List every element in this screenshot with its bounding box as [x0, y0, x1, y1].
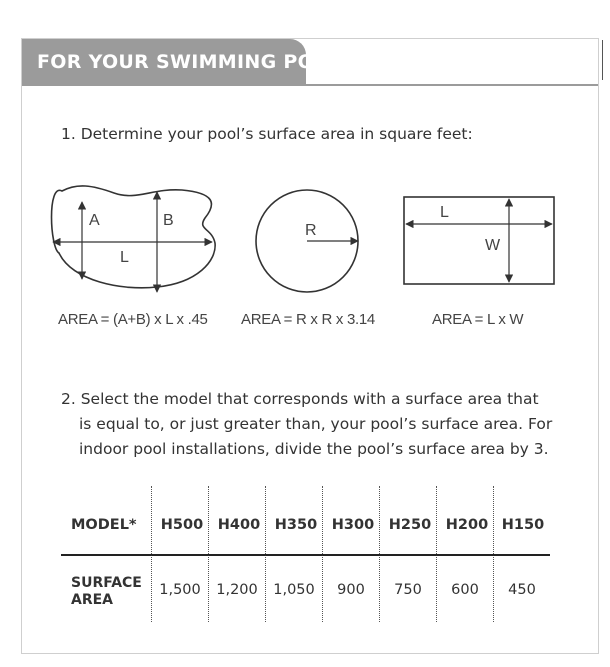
area-h300: 900: [337, 582, 365, 598]
circle-label-r: R: [305, 222, 317, 239]
model-h150: H150: [501, 517, 545, 533]
kidney-label-a: A: [89, 212, 100, 229]
model-h200: H200: [445, 517, 489, 533]
step-2-line-1: 2. Select the model that corresponds with a surface area that: [61, 390, 539, 408]
pool-shape-diagrams: [22, 39, 598, 339]
step-2-instruction: [61, 387, 571, 462]
model-h500: H500: [160, 517, 204, 533]
circle-pool-diagram: [256, 190, 358, 292]
step-1-instruction: 1. Determine your pool’s surface area in square feet:: [61, 125, 473, 143]
table-model-label: MODEL*: [71, 517, 137, 533]
pool-sizing-card: [21, 38, 599, 654]
header-title: FOR YOUR SWIMMING POOL: [37, 51, 343, 73]
model-h250: H250: [388, 517, 432, 533]
kidney-outline: [52, 186, 216, 288]
area-h400: 1,200: [216, 582, 258, 598]
kidney-label-l: L: [120, 249, 129, 266]
model-h400: H400: [217, 517, 261, 533]
surface-label-line-2: AREA: [71, 592, 114, 608]
table-header-rule: [61, 554, 550, 556]
circle-area-formula: AREA = R x R x 3.14: [241, 311, 375, 328]
kidney-label-b: B: [163, 212, 174, 229]
rectangle-label-l: L: [440, 204, 449, 221]
model-h350: H350: [274, 517, 318, 533]
area-h350: 1,050: [273, 582, 315, 598]
surface-label-line-1: SURFACE: [71, 575, 142, 591]
area-h500: 1,500: [159, 582, 201, 598]
area-h250: 750: [394, 582, 422, 598]
rectangle-outline: [404, 197, 554, 284]
area-h150: 450: [508, 582, 536, 598]
model-h300: H300: [331, 517, 375, 533]
area-h200: 600: [451, 582, 479, 598]
kidney-pool-diagram: [52, 186, 216, 292]
step-2-line-2: is equal to, or just greater than, your pool’s surface area. For: [79, 415, 553, 433]
rectangle-label-w: W: [485, 237, 501, 254]
step-2-line-3: indoor pool installations, divide the pool’s surface area by 3.: [79, 440, 549, 458]
table-surface-area-label: [71, 575, 142, 609]
rectangle-pool-diagram: [404, 197, 554, 284]
kidney-area-formula: AREA = (A+B) x L x .45: [58, 311, 208, 328]
rectangle-area-formula: AREA = L x W: [432, 311, 524, 328]
page-edge-line: [602, 40, 603, 80]
